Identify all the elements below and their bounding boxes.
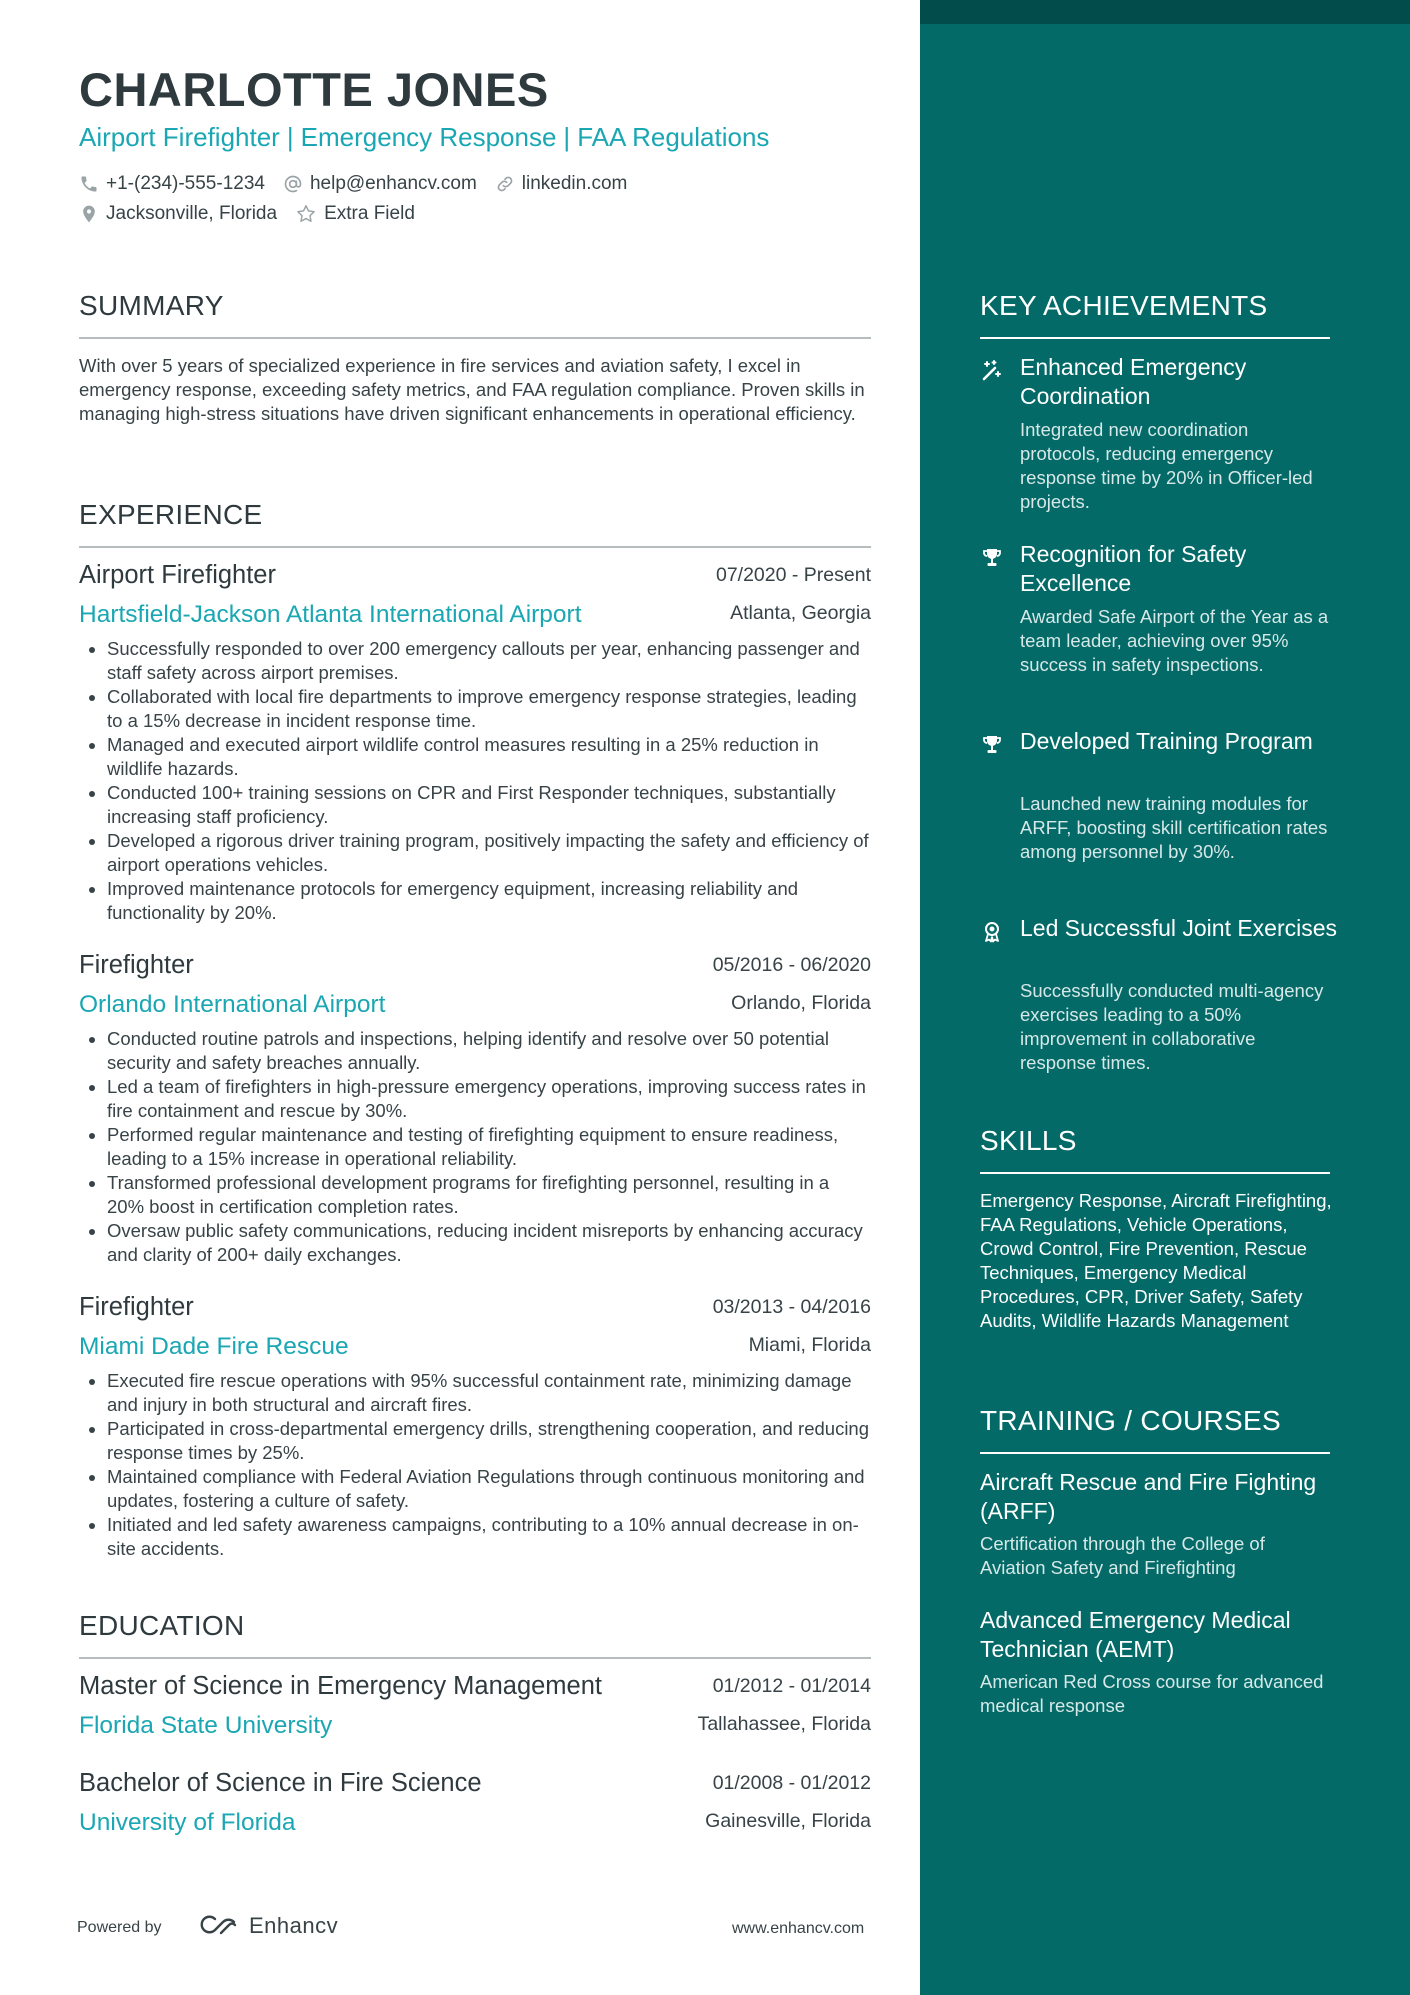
job-bullet: • Managed and executed airport wildlife control measures resulting in a 25% reduction in wildlife hazards. xyxy=(107,733,871,781)
linkedin-text: linkedin.com xyxy=(521,173,628,194)
job-bullet: • Maintained compliance with Federal Aviation Regulations through continuous monitoring and updates, fostering a culture of safety. xyxy=(107,1465,871,1513)
achievement-desc: Awarded Safe Airport of the Year as a team leader, achieving over 95% success in safety inspections. xyxy=(1020,606,1329,675)
email-text: help@enhancv.com xyxy=(309,173,477,194)
achievements-heading: KEY ACHIEVEMENTS xyxy=(980,290,1268,321)
training-divider xyxy=(980,1452,1330,1454)
star-icon xyxy=(295,203,317,225)
job-dates: 05/2016 - 06/2020 xyxy=(712,954,871,976)
trophy-icon xyxy=(980,733,1004,757)
education-divider xyxy=(79,1657,871,1659)
experience-heading: EXPERIENCE xyxy=(79,499,263,530)
achievement-desc: Successfully conducted multi-agency exercises leading to a 50% improvement in collaborative response times. xyxy=(1020,980,1324,1073)
job-bullet: • Developed a rigorous driver training program, positively impacting the safety and efficiency of airport operations vehicles. xyxy=(107,829,871,877)
job-dates: 03/2013 - 04/2016 xyxy=(712,1296,871,1318)
candidate-name: CHARLOTTE JONES xyxy=(79,63,549,116)
contact-extra xyxy=(295,203,415,225)
job-bullet: • Successfully responded to over 200 emergency callouts per year, enhancing passenger and staff safety across airport premises. xyxy=(107,637,871,685)
phone-icon xyxy=(79,174,99,194)
extra-field-text: Extra Field xyxy=(324,203,415,224)
job-bullet: • Conducted routine patrols and inspections, helping identify and resolve over 50 potential security and safety breaches annually. xyxy=(107,1027,871,1075)
contact-linkedin[interactable] xyxy=(495,173,628,195)
at-icon xyxy=(283,174,303,194)
magic-wand-icon xyxy=(980,359,1004,383)
achievement-desc: Launched new training modules for ARFF, boosting skill certification rates among personnel by 30%. xyxy=(1020,793,1328,862)
job-entry xyxy=(79,561,871,925)
job-entry xyxy=(79,1293,871,1561)
contact-location xyxy=(79,203,277,225)
phone-text: +1-(234)-555-1234 xyxy=(106,173,265,194)
school-name[interactable]: Florida State University xyxy=(79,1712,333,1739)
enhancv-logo[interactable] xyxy=(195,1913,338,1939)
job-bullet: • Initiated and led safety awareness campaigns, contributing to a 10% annual decrease in on-site accidents. xyxy=(107,1513,871,1561)
job-location: Atlanta, Georgia xyxy=(730,602,871,624)
sidebar-top-band xyxy=(920,0,1410,24)
job-company[interactable]: Orlando International Airport xyxy=(79,991,386,1018)
course-desc: Certification through the College of Aviation Safety and Firefighting xyxy=(980,1533,1265,1578)
headline xyxy=(79,122,769,153)
headline-separator: | xyxy=(563,122,571,152)
contact-phone[interactable] xyxy=(79,173,265,195)
job-dates: 07/2020 - Present xyxy=(715,564,871,586)
job-company[interactable]: Miami Dade Fire Rescue xyxy=(79,1333,349,1360)
course-desc: American Red Cross course for advanced medical response xyxy=(980,1671,1324,1716)
job-bullet: • Improved maintenance protocols for emergency equipment, increasing reliability and functionality by 20%. xyxy=(107,877,871,925)
contact-email[interactable] xyxy=(283,173,477,195)
achievement-title: Led Successful Joint Exercises xyxy=(1020,915,1338,941)
link-icon xyxy=(495,174,515,194)
summary-text: With over 5 years of specialized experience in fire services and aviation safety, I excel in emergency response, exceeding safety metrics, and FAA regulation compliance. Proven skills in managing high-stress situations have driven significant enhancements in operational efficiency. xyxy=(79,355,865,424)
school-location: Gainesville, Florida xyxy=(705,1810,871,1832)
education-dates: 01/2012 - 01/2014 xyxy=(712,1675,871,1697)
job-title: Firefighter xyxy=(79,951,194,979)
school-location: Tallahassee, Florida xyxy=(697,1713,871,1735)
degree-title: Master of Science in Emergency Management xyxy=(79,1672,602,1700)
job-bullet: • Transformed professional development programs for firefighting personnel, resulting in a 20% boost in certification completion rates. xyxy=(107,1171,871,1219)
job-location: Orlando, Florida xyxy=(731,992,871,1014)
job-bullet: • Conducted 100+ training sessions on CPR and First Responder techniques, substantially increasing staff proficiency. xyxy=(107,781,871,829)
headline-separator: | xyxy=(286,122,294,152)
headline-part: FAA Regulations xyxy=(577,122,770,152)
job-title: Airport Firefighter xyxy=(79,561,276,589)
location-text: Jacksonville, Florida xyxy=(106,203,278,224)
job-bullet: • Participated in cross-departmental emergency drills, strengthening cooperation, and reducing response times by 25%. xyxy=(107,1417,871,1465)
location-pin-icon xyxy=(79,204,99,224)
education-dates: 01/2008 - 01/2012 xyxy=(712,1772,871,1794)
education-heading: EDUCATION xyxy=(79,1610,245,1641)
job-bullet: • Oversaw public safety communications, reducing incident misreports by enhancing accuracy and clarity of 200+ daily exchanges. xyxy=(107,1219,871,1267)
achievement-title: Enhanced Emergency Coordination xyxy=(1020,354,1247,409)
footer-website[interactable]: www.enhancv.com xyxy=(732,1920,865,1937)
job-entry xyxy=(79,951,871,1267)
job-title: Firefighter xyxy=(79,1293,194,1321)
experience-divider xyxy=(79,546,871,548)
course-title: Advanced Emergency Medical Technician (AEMT) xyxy=(980,1607,1291,1662)
contact-row-2 xyxy=(79,203,433,225)
job-company[interactable]: Hartsfield-Jackson Atlanta International Airport xyxy=(79,601,582,628)
headline-part: Airport Firefighter xyxy=(79,122,280,152)
training-heading: TRAINING / COURSES xyxy=(980,1405,1281,1436)
job-bullets xyxy=(79,1027,871,1267)
achievement-desc: Integrated new coordination protocols, reducing emergency response time by 20% in Officer-led projects. xyxy=(1020,419,1313,512)
education-entry xyxy=(79,1672,871,1740)
degree-title: Bachelor of Science in Fire Science xyxy=(79,1769,482,1797)
school-name[interactable]: University of Florida xyxy=(79,1809,296,1836)
course-title: Aircraft Rescue and Fire Fighting (ARFF) xyxy=(980,1469,1317,1524)
headline-part: Emergency Response xyxy=(300,122,557,152)
job-bullet: • Collaborated with local fire departments to improve emergency response strategies, leading to a 15% decrease in incident response time. xyxy=(107,685,871,733)
enhancv-brand-text: Enhancv xyxy=(249,1913,339,1938)
achievement-title: Recognition for Safety Excellence xyxy=(1020,541,1247,596)
job-bullet: • Executed fire rescue operations with 95% successful containment rate, minimizing damage and injury in both structural and aircraft fires. xyxy=(107,1369,871,1417)
job-location: Miami, Florida xyxy=(748,1334,871,1356)
skills-divider xyxy=(980,1172,1330,1174)
job-bullets xyxy=(79,637,871,925)
skills-text: Emergency Response, Aircraft Firefighting, FAA Regulations, Vehicle Operations, Crowd Control, Fire Prevention, Rescue Techniques, Emergency Medical Procedures, CPR, Driver Safety, Safety Audits, Wildlife Hazards Management xyxy=(980,1190,1332,1331)
achievement-title: Developed Training Program xyxy=(1020,728,1313,754)
achievements-divider xyxy=(980,337,1330,339)
job-bullet: • Performed regular maintenance and testing of firefighting equipment to ensure readiness, leading to a 15% increase in operational reliability. xyxy=(107,1123,871,1171)
medal-icon xyxy=(980,920,1004,944)
contact-row xyxy=(79,173,645,195)
trophy-icon xyxy=(980,546,1004,570)
education-entry xyxy=(79,1769,871,1837)
job-bullet: • Led a team of firefighters in high-pressure emergency operations, improving success rates in fire containment and rescue by 30%. xyxy=(107,1075,871,1123)
summary-heading: SUMMARY xyxy=(79,290,224,321)
job-bullets xyxy=(79,1369,871,1561)
powered-by-label: Powered by xyxy=(77,1919,162,1936)
skills-heading: SKILLS xyxy=(980,1125,1077,1156)
enhancv-logo-icon xyxy=(195,1913,241,1939)
summary-divider xyxy=(79,337,871,339)
